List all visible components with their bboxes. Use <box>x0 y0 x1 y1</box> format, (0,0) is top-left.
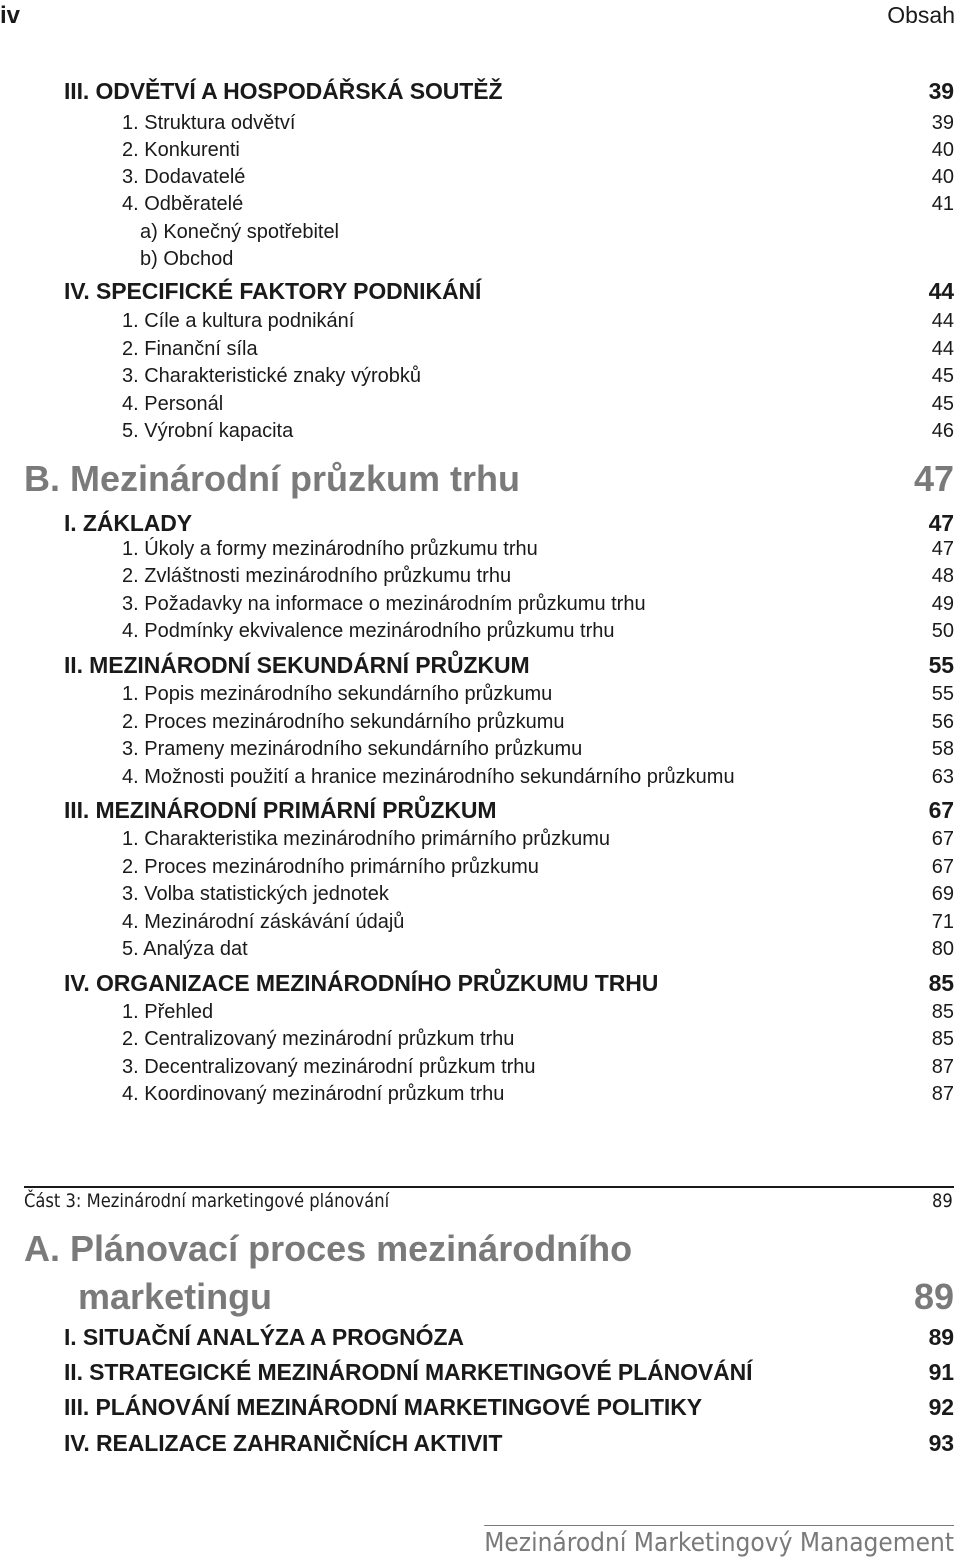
page-number: iv <box>0 2 21 29</box>
toc-page-number: 50 <box>931 620 954 642</box>
toc-entry-row[interactable] <box>64 766 954 789</box>
toc-page-number: 44 <box>931 310 954 332</box>
toc-entry-row[interactable] <box>64 365 954 388</box>
toc-entry-title: b) Obchod <box>140 248 234 270</box>
toc-entry-row[interactable] <box>64 738 954 761</box>
toc-entry-row[interactable] <box>64 856 954 879</box>
toc-page-number: 93 <box>928 1430 954 1456</box>
toc-entry-title: 2. Finanční síla <box>122 338 258 360</box>
toc-entry-row[interactable] <box>64 593 954 616</box>
toc-page-number: 44 <box>928 278 954 304</box>
toc-page-number: 47 <box>931 538 954 560</box>
toc-entry-row[interactable] <box>64 1001 954 1024</box>
toc-chapter-row[interactable] <box>64 1394 954 1421</box>
toc-page-number: 85 <box>931 1001 954 1023</box>
toc-page-number: 92 <box>928 1394 954 1420</box>
toc-entry-row[interactable] <box>64 883 954 906</box>
toc-chapter-row[interactable] <box>64 970 954 997</box>
toc-page-number: 89 <box>928 1324 954 1350</box>
toc-entry-row[interactable] <box>64 248 954 271</box>
toc-chapter-title: IV. SPECIFICKÉ FAKTORY PODNIKÁNÍ <box>64 278 482 304</box>
toc-chapter-row[interactable] <box>64 1430 954 1457</box>
toc-page-number: 85 <box>928 970 954 996</box>
toc-chapter-row[interactable] <box>64 1359 954 1386</box>
part-b-title: B. Mezinárodní průzkum trhu <box>24 458 521 499</box>
toc-chapter-title: III. MEZINÁRODNÍ PRIMÁRNÍ PRŮZKUM <box>64 797 497 823</box>
toc-entry-title: 4. Podmínky ekvivalence mezinárodního průzkumu trhu <box>122 620 615 642</box>
toc-entry-title: 3. Požadavky na informace o mezinárodním průzkumu trhu <box>122 593 646 615</box>
toc-page-number: 67 <box>931 856 954 878</box>
toc-entry-title: 4. Možnosti použití a hranice mezinárodního sekundárního průzkumu <box>122 766 735 788</box>
toc-chapter-title: IV. ORGANIZACE MEZINÁRODNÍHO PRŮZKUMU TRHU <box>64 970 659 996</box>
toc-entry-title: 3. Volba statistických jednotek <box>122 883 389 905</box>
toc-entry-title: 3. Dodavatelé <box>122 166 246 188</box>
toc-chapter-row[interactable] <box>64 1324 954 1351</box>
toc-entry-row[interactable] <box>64 221 954 244</box>
toc-entry-row[interactable] <box>64 338 954 361</box>
toc-chapter-row[interactable] <box>64 510 954 537</box>
toc-entry-title: 2. Zvláštnosti mezinárodního průzkumu trhu <box>122 565 512 587</box>
toc-page-number: 45 <box>931 365 954 387</box>
toc-page-number: 40 <box>931 139 954 161</box>
toc-entry-row[interactable] <box>64 1056 954 1079</box>
toc-entry-row[interactable] <box>64 139 954 162</box>
toc-entry-title: 2. Proces mezinárodního primárního průzkumu <box>122 856 539 878</box>
toc-entry-title: 1. Cíle a kultura podnikání <box>122 310 355 332</box>
toc-page-number: 91 <box>928 1359 954 1385</box>
toc-entry-row[interactable] <box>64 828 954 851</box>
toc-entry-row[interactable] <box>64 1028 954 1051</box>
toc-entry-row[interactable] <box>64 938 954 961</box>
toc-entry-row[interactable] <box>64 420 954 443</box>
toc-page-number: 63 <box>931 766 954 788</box>
toc-page-number: 80 <box>931 938 954 960</box>
toc-entry-title: 5. Analýza dat <box>122 938 248 960</box>
toc-page-number: 45 <box>931 393 954 415</box>
toc-entry-row[interactable] <box>64 620 954 643</box>
toc-page-number: 56 <box>931 711 954 733</box>
toc-page-number: 39 <box>928 78 954 104</box>
toc-entry-row[interactable] <box>64 112 954 135</box>
toc-page-number: 69 <box>931 883 954 905</box>
toc-entry-title: 3. Prameny mezinárodního sekundárního průzkumu <box>122 738 583 760</box>
toc-chapter-row[interactable] <box>64 278 954 305</box>
toc-page-number: 85 <box>931 1028 954 1050</box>
toc-page-number: 55 <box>928 652 954 678</box>
toc-chapter-row[interactable] <box>64 78 954 105</box>
toc-page-number: 58 <box>931 738 954 760</box>
toc-entry-row[interactable] <box>64 166 954 189</box>
section-name: Obsah <box>887 2 955 28</box>
toc-entry-title: 2. Konkurenti <box>122 139 240 161</box>
footer-title: Mezinárodní Marketingový Management <box>484 1525 954 1558</box>
toc-page-number: 87 <box>931 1056 954 1078</box>
toc-page-number: 87 <box>931 1083 954 1105</box>
toc-entry-title: 4. Koordinovaný mezinárodní průzkum trhu <box>122 1083 505 1105</box>
toc-page-number: 40 <box>931 166 954 188</box>
toc-part-a[interactable] <box>78 1276 954 1318</box>
toc-entry-title: 4. Mezinárodní záskávání údajů <box>122 911 405 933</box>
part-a-title-line1[interactable]: A. Plánovací proces mezinárodního <box>24 1228 633 1269</box>
toc-entry-row[interactable] <box>64 683 954 706</box>
toc-page-number: 67 <box>931 828 954 850</box>
toc-page-number: 55 <box>931 683 954 705</box>
toc-entry-title: 3. Charakteristické znaky výrobků <box>122 365 422 387</box>
toc-chapter-title: III. ODVĚTVÍ A HOSPODÁŘSKÁ SOUTĚŽ <box>64 78 503 104</box>
toc-page-number: 49 <box>931 593 954 615</box>
toc-entry-title: a) Konečný spotřebitel <box>140 221 340 243</box>
part-a-page: 89 <box>913 1276 954 1317</box>
toc-entry-title: 5. Výrobní kapacita <box>122 420 294 442</box>
toc-entry-title: 1. Úkoly a formy mezinárodního průzkumu trhu <box>122 538 538 560</box>
toc-entry-row[interactable] <box>64 193 954 216</box>
toc-entry-row[interactable] <box>64 911 954 934</box>
toc-page-number: 44 <box>931 338 954 360</box>
toc-page-number: 39 <box>931 112 954 134</box>
part-divider <box>24 1186 954 1188</box>
toc-chapter-title: I. ZÁKLADY <box>64 510 193 536</box>
toc-chapter-title: II. MEZINÁRODNÍ SEKUNDÁRNÍ PRŮZKUM <box>64 652 530 678</box>
toc-entry-row[interactable] <box>64 711 954 734</box>
toc-chapter-title: II. STRATEGICKÉ MEZINÁRODNÍ MARKETINGOVÉ PLÁNOVÁNÍ <box>64 1359 753 1385</box>
toc-chapter-row[interactable] <box>64 652 954 679</box>
toc-chapter-title: III. PLÁNOVÁNÍ MEZINÁRODNÍ MARKETINGOVÉ POLITIKY <box>64 1394 702 1420</box>
part-b-page: 47 <box>913 458 954 499</box>
toc-entry-row[interactable] <box>64 393 954 416</box>
toc-page-number: 46 <box>931 420 954 442</box>
toc-entry-title: 1. Přehled <box>122 1001 214 1023</box>
toc-entry-title: 4. Odběratelé <box>122 193 244 215</box>
toc-entry-title: 2. Proces mezinárodního sekundárního průzkumu <box>122 711 565 733</box>
toc-chapter-title: I. SITUAČNÍ ANALÝZA A PROGNÓZA <box>64 1324 464 1350</box>
toc-chapter-title: IV. REALIZACE ZAHRANIČNÍCH AKTIVIT <box>64 1430 503 1456</box>
toc-entry-title: 4. Personál <box>122 393 224 415</box>
toc-entry-title: 2. Centralizovaný mezinárodní průzkum trhu <box>122 1028 515 1050</box>
toc-entry-row[interactable] <box>64 1083 954 1106</box>
toc-entry-title: 1. Struktura odvětví <box>122 112 296 134</box>
toc-page-number: 41 <box>931 193 954 215</box>
toc-entry-title: 1. Popis mezinárodního sekundárního průzkumu <box>122 683 553 705</box>
toc-page-number: 67 <box>928 797 954 823</box>
toc-entry-row[interactable] <box>64 538 954 561</box>
part-3-title: Část 3: Mezinárodní marketingové plánování <box>24 1190 390 1212</box>
toc-part-3[interactable] <box>24 1190 953 1212</box>
part-a-title-line2: marketingu <box>78 1276 273 1317</box>
toc-entry-title: 1. Charakteristika mezinárodního primárního průzkumu <box>122 828 610 850</box>
toc-entry-row[interactable] <box>64 565 954 588</box>
toc-part-b[interactable] <box>24 458 954 500</box>
toc-entry-row[interactable] <box>64 310 954 333</box>
part-3-page: 89 <box>931 1190 953 1212</box>
toc-chapter-row[interactable] <box>64 797 954 824</box>
toc-entry-title: 3. Decentralizovaný mezinárodní průzkum trhu <box>122 1056 536 1078</box>
toc-page-number: 47 <box>928 510 954 536</box>
toc-page-number: 71 <box>931 911 954 933</box>
toc-page-number: 48 <box>931 565 954 587</box>
